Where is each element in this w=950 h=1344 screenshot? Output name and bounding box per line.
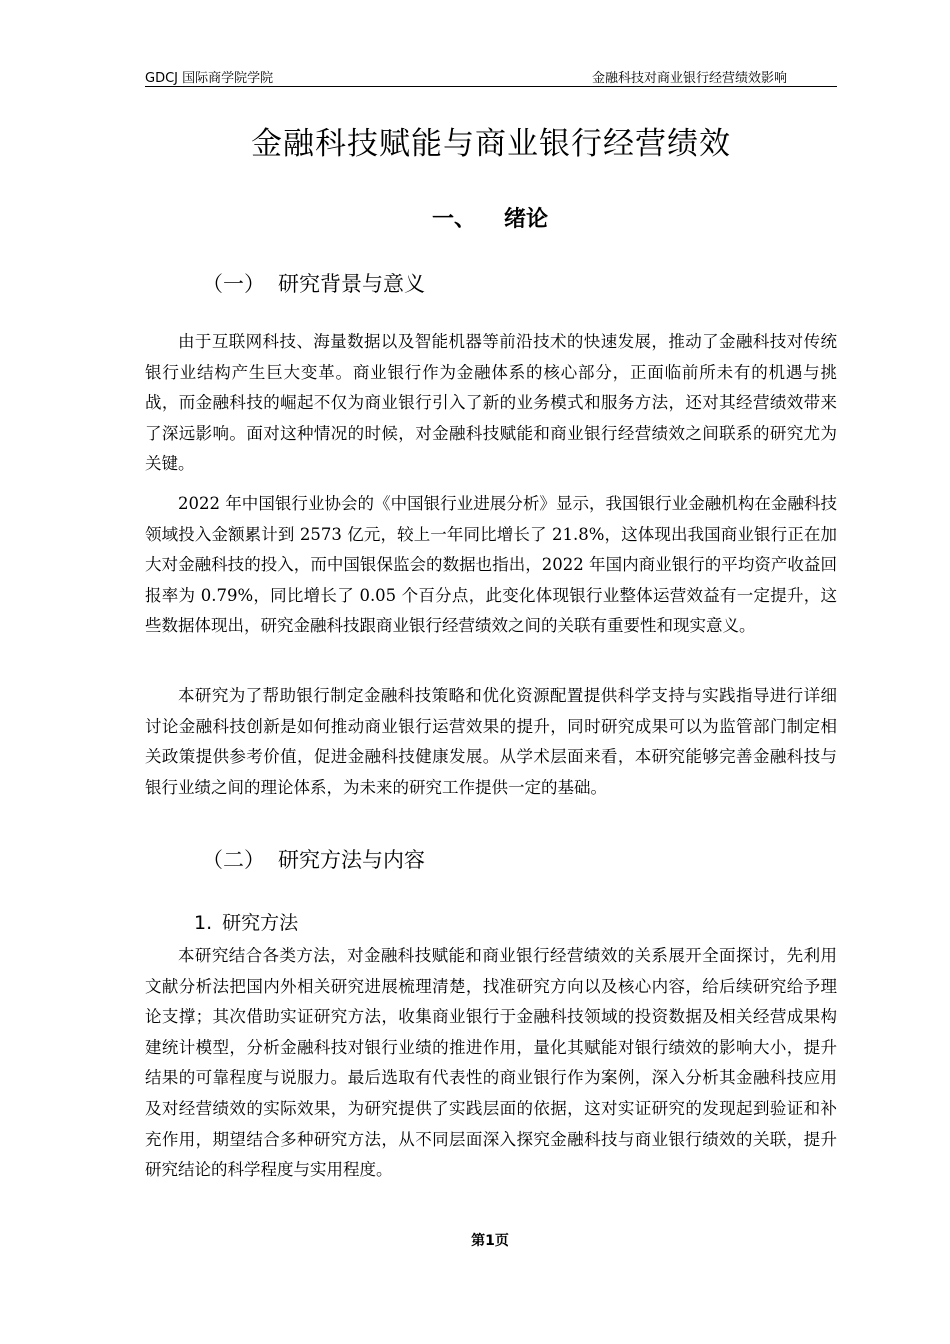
- subsection-number: （二）: [202, 848, 265, 872]
- paragraph: 由于互联网科技、海量数据以及智能机器等前沿技术的快速发展，推动了金融科技对传统银行业结构产生巨大变革。商业银行作为金融体系的核心部分，正面临前所未有的机遇与挑战，而金融科技的崛起不仅为商业银行引入了新的业务模式和服务方法，还对其经营绩效带来了深远影响。面对这种情况的时候，对金融科技赋能和商业银行经营绩效之间联系的研究尤为关键。: [145, 332, 837, 474]
- section-heading-1: [0, 202, 950, 233]
- paragraph: 本研究结合各类方法，对金融科技赋能和商业银行经营绩效的关系展开全面探讨，先利用文献分析法把国内外相关研究进展梳理清楚，找准研究方向以及核心内容，给后续研究给予理论支撑；其次借助实证研究方法，收集商业银行于金融科技领域的投资数据及相关经营成果构建统计模型，分析金融科技对银行业绩的推进作用，量化其赋能对银行绩效的影响大小，提升结果的可靠程度与说服力。最后选取有代表性的商业银行作为案例，深入分析其金融科技应用及对经营绩效的实际效果，为研究提供了实践层面的依据，这对实证研究的发现起到验证和补充作用，期望结合多种研究方法，从不同层面深入探究金融科技与商业银行绩效的关联，提升研究结论的科学程度与实用程度。: [145, 946, 837, 1180]
- section-number: 一、: [431, 207, 476, 232]
- header-left-text: GDCJ 国际商学院学院: [145, 71, 274, 86]
- document-title: 金融科技赋能与商业银行经营绩效: [251, 126, 731, 162]
- subsection-heading-1: [202, 268, 425, 298]
- section-title: 绪论: [504, 207, 549, 232]
- subsubsection-heading-1: [194, 908, 298, 935]
- subsection-heading-2: [202, 844, 425, 874]
- subsection-title: 研究背景与意义: [278, 272, 425, 296]
- page-number: 第1页: [471, 1233, 509, 1249]
- subsection-number: （一）: [202, 272, 265, 296]
- subsection-title: 研究方法与内容: [278, 848, 425, 872]
- paragraph: 2022 年中国银行业协会的《中国银行业进展分析》显示，我国银行业金融机构在金融科技领域投入金额累计到 2573 亿元，较上一年同比增长了 21.8%，这体现出我国商业银行正在加大对金融科技的投入，而中国银保监会的数据也指出，2022 年国内商业银行的平均资产收益回报率为 0.79%，同比增长了 0.05 个百分点，此变化体现银行业整体运营效益有一定提升，这些数据体现出，研究金融科技跟商业银行经营绩效之间的关联有重要性和现实意义。: [145, 494, 837, 636]
- paragraph: 本研究为了帮助银行制定金融科技策略和优化资源配置提供科学支持与实践指导进行详细讨论金融科技创新是如何推动商业银行运营效果的提升，同时研究成果可以为监管部门制定相关政策提供参考价值，促进金融科技健康发展。从学术层面来看，本研究能够完善金融科技与银行业绩之间的理论体系，为未来的研究工作提供一定的基础。: [145, 686, 837, 797]
- subsubsection-number: 1.: [194, 912, 213, 934]
- page-header: [145, 66, 837, 87]
- subsubsection-title: 研究方法: [222, 912, 299, 934]
- header-right-text: 金融科技对商业银行经营绩效影响: [591, 71, 787, 86]
